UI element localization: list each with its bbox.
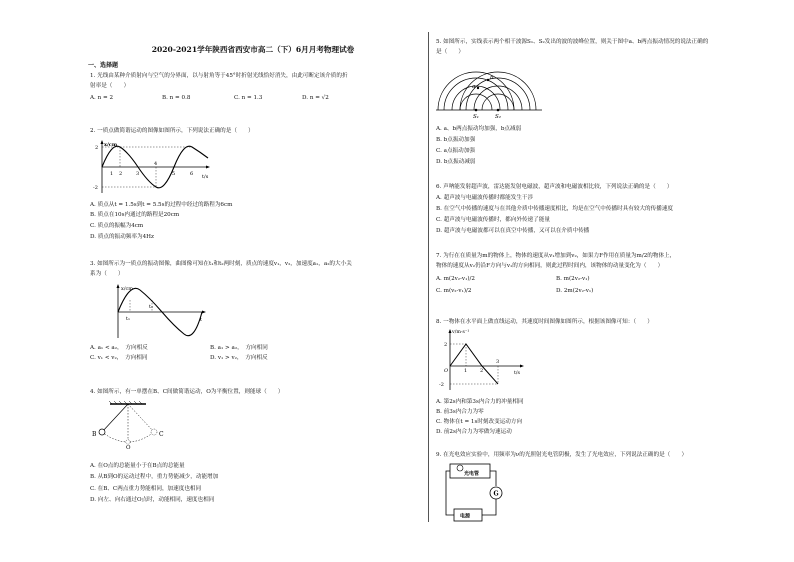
- q8-y-max-label: 2: [444, 342, 448, 348]
- q3-option-c: C. v₁ < v₂， 方向相同: [90, 355, 148, 361]
- q7-option-c: C. m(v₂-v₁)/2: [436, 288, 472, 294]
- q7-option-a: A. m(2v₂-v₁)/2: [436, 276, 475, 282]
- q8-option-c: C. 物体在t = 1s时刻改变运动方向: [436, 419, 523, 425]
- q4-stem: 4. 如图所示，有一单摆在B、C间做简谐运动，O为平衡位置，则能球（ ）: [90, 389, 284, 395]
- q4-option-b: B. 从B到O的运动过程中，重力势能减少，动能增加: [90, 474, 219, 480]
- q4-option-c: C. 在B、C两点重力势能相同，加速度也相同: [90, 486, 202, 492]
- exam-title: 2020-2021学年陕西省西安市高二（下）6月月考物理试卷: [151, 45, 355, 54]
- q5-interference-diagram: [436, 62, 546, 120]
- q2-y-min-label: -2: [93, 185, 98, 191]
- q2-option-c: C. 质点的振幅为4cm: [90, 223, 144, 229]
- q8-x-axis-label: t/s: [514, 371, 521, 376]
- column-divider: [428, 32, 429, 522]
- q2-tick-1: 1: [110, 171, 114, 177]
- q6-option-a: A. 超声波与电磁波传播时都能发生干涉: [436, 195, 534, 201]
- q6-option-d: D. 超声波与电磁波都可以在真空中传播，又可以在介质中传播: [436, 228, 590, 234]
- q2-tick-4: 4: [154, 161, 158, 167]
- q1-stem-line1: 1. 光线由某种介质射向与空气的分界面，以与射角等于45°时折射光线恰好消失，由此可断定该介质的折: [90, 73, 348, 79]
- q8-option-a: A. 第2s内和第3s内合力的冲量相同: [436, 399, 524, 405]
- q3-vibration-graph: [108, 282, 208, 340]
- q8-tick-2: 2: [480, 368, 484, 374]
- q8-tick-3: 3: [496, 359, 500, 365]
- q2-tick-3: 3: [136, 171, 140, 177]
- q4-option-a: A. 在O点的总能量小于在B点的总能量: [90, 463, 185, 469]
- q8-origin-label: O: [444, 368, 449, 374]
- q2-option-b: B. 质点在10s内通过的路程是20cm: [90, 212, 180, 218]
- q7-option-d: D. 2m(2v₂-v₁): [556, 288, 594, 294]
- q4-option-d: D. 向左、向右通过O点时，动能相同，速度也相同: [90, 497, 215, 503]
- q5-stem-line2: 是（ ）: [436, 49, 464, 55]
- q4-point-c-label: C: [159, 431, 164, 438]
- q5-point-b-label: b: [490, 75, 494, 81]
- q7-stem-line1: 7. 为行在在质量为m的物体上，物体的速度从v₁增加到v₂，如果力F作用在质量为m/2的物体上，: [436, 253, 676, 259]
- q3-option-d: D. v₁ > v₂， 方向相反: [210, 355, 268, 361]
- q1-option-b: B. n = 0.8: [162, 95, 191, 101]
- q6-option-b: B. 在空气中传播的速度与在其他介质中传播速度相比，均是在空气中传播时具有较大的传播速度: [436, 206, 674, 212]
- q8-tick-1: 1: [464, 368, 468, 374]
- q2-y-max-label: 2: [95, 145, 99, 151]
- q8-y-min-label: -2: [439, 382, 444, 388]
- q4-pendulum-diagram: [86, 398, 166, 450]
- q7-option-b: B. m(2v₂-v₁): [556, 276, 590, 282]
- q2-tick-2: 2: [119, 171, 123, 177]
- q1-option-a: A. n = 2: [90, 95, 114, 101]
- q3-option-a: A. a₁ < a₂， 方向相反: [90, 345, 148, 351]
- q5-point-a-label: a: [472, 84, 476, 90]
- q6-option-c: C. 超声波与电磁波传播时，都向外传递了能量: [436, 217, 550, 223]
- q9-stem: 9. 在光电效应实验中，用频率为ν的光照射光电管阴极，发生了光电效应，下列说法正确的是（ ）: [436, 452, 688, 458]
- q3-y-axis-label: x/cm: [121, 286, 134, 292]
- q3-t2-label: t₂: [149, 304, 154, 310]
- q2-y-axis-label: x/cm: [104, 142, 118, 148]
- q2-x-axis-label: t/s: [202, 174, 209, 180]
- q9-galvanometer-label: G: [493, 490, 499, 498]
- q2-tick-5: 5: [172, 171, 176, 177]
- q2-stem: 2. 一质点做简谐运动的图像如图所示，下列说法正确的是（ ）: [90, 128, 254, 134]
- q5-option-a: A. a、b两点振动均加强，b点减弱: [436, 126, 522, 132]
- q8-velocity-time-graph: [436, 326, 526, 392]
- q8-stem: 8. 一物体在水平面上做直线运动，其速度时间图像如图所示，根据该图像可知：（ ）: [436, 319, 653, 325]
- q5-source-s1-label: S₁: [473, 114, 479, 120]
- q5-option-d: D. b点振动减弱: [436, 159, 476, 165]
- q8-option-d: D. 前2s内合力为零做匀速运动: [436, 429, 512, 435]
- q2-option-a: A. 质点从t = 1.5s到t = 5.5s的过程中经过的路程为6cm: [90, 202, 233, 208]
- q2-option-d: D. 质点的振动频率为4Hz: [90, 234, 154, 240]
- q5-stem-line1: 5. 如图所示，实线表示两个相干波源S₁、S₂发出的波的波峰位置，则关于图中a、b两点振动情况的说法正确的: [436, 39, 709, 45]
- q8-option-b: B. 前3s内合力为零: [436, 409, 484, 415]
- q8-y-axis-label: v/m·s⁻¹: [452, 330, 470, 335]
- q3-option-b: B. a₁ > a₂， 方向相同: [210, 345, 268, 351]
- q7-stem-line2: 物体的速度从v₂仍沿F方向与v₁的方向相同，则此过程时间内，该物体的动量变化为（ ）: [436, 263, 664, 269]
- q2-sine-graph: [90, 138, 215, 196]
- q5-option-b: B. b点振动加强: [436, 137, 476, 143]
- q9-tube-label: 光电管: [464, 471, 480, 477]
- q6-stem: 6. 声呐能发射超声波，雷达能发射电磁波，超声波和电磁波相比较，下列说法正确的是（ ）: [436, 184, 673, 190]
- q5-option-c: C. a点振动加强: [436, 148, 475, 154]
- q9-photoelectric-circuit: [444, 460, 524, 522]
- q3-x-axis-label: t: [200, 317, 203, 323]
- section-heading: 一、选择题: [88, 62, 119, 69]
- q3-stem-line2: 系为（ ）: [90, 271, 124, 277]
- q3-stem-line1: 3. 如图所示为一质点的振动图像，曲图像可知在t₁和t₂两时刻，质点的速度v₁，v₂，加速度a₁，a₂的大小关: [90, 261, 352, 267]
- q9-power-label: 电源: [460, 513, 471, 520]
- q2-tick-6: 6: [190, 171, 194, 177]
- q1-option-c: C. n = 1.3: [234, 95, 263, 101]
- q4-point-o-label: O: [126, 445, 131, 450]
- q1-stem-line2: 射率是（ ）: [90, 83, 130, 89]
- q5-source-s2-label: S₂: [495, 114, 501, 120]
- q4-point-b-label: B: [92, 431, 97, 438]
- q1-option-d: D. n = √2: [302, 95, 329, 101]
- q3-t1-label: t₁: [126, 316, 131, 322]
